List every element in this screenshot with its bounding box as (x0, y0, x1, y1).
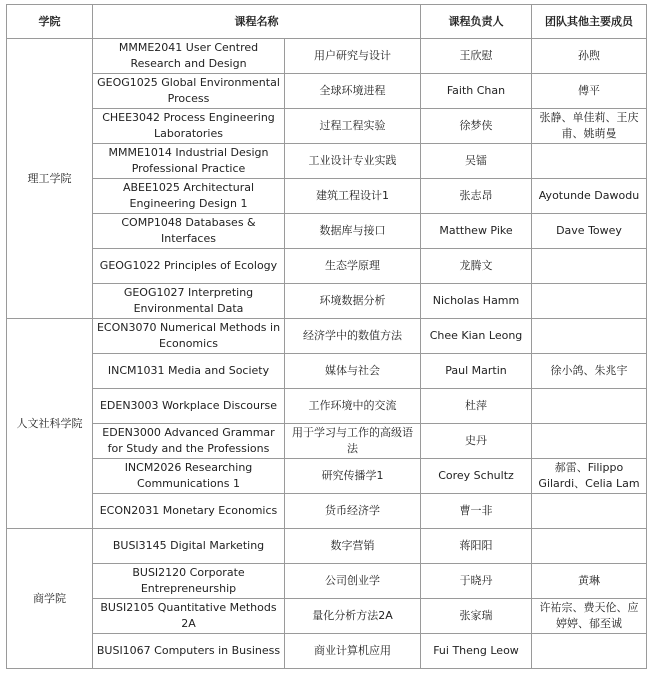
course-chinese-name-cell: 研究传播学1 (285, 459, 421, 494)
table-row (7, 39, 647, 74)
table-row (7, 354, 647, 389)
header-members: 团队其他主要成员 (532, 5, 647, 39)
course-chinese-name-cell: 环境数据分析 (285, 284, 421, 319)
course-leader-cell: 张家瑞 (421, 599, 532, 634)
course-leader-cell: 曹一非 (421, 494, 532, 529)
team-members-cell (532, 319, 647, 354)
team-members-cell: Ayotunde Dawodu (532, 179, 647, 214)
course-chinese-name-cell: 数据库与接口 (285, 214, 421, 249)
team-members-cell: 郝雷、Filippo Gilardi、Celia Lam (532, 459, 647, 494)
course-english-name-cell: BUSI1067 Computers in Business (93, 634, 285, 669)
course-leader-cell: 龙腾文 (421, 249, 532, 284)
team-members-cell: 傅平 (532, 74, 647, 109)
team-members-cell: 张静、单佳莉、王庆甫、姚萌曼 (532, 109, 647, 144)
table-row (7, 599, 647, 634)
course-english-name-cell: INCM2026 Researching Communications 1 (93, 459, 285, 494)
course-english-name-cell: MMME2041 User Centred Research and Design (93, 39, 285, 74)
course-english-name-cell: GEOG1022 Principles of Ecology (93, 249, 285, 284)
team-members-cell: 许祐宗、费天伦、应婷婷、郁至诚 (532, 599, 647, 634)
table-row (7, 109, 647, 144)
course-leader-cell: 于晓丹 (421, 564, 532, 599)
course-english-name-cell: ABEE1025 Architectural Engineering Design 1 (93, 179, 285, 214)
course-table (6, 4, 647, 669)
course-chinese-name-cell: 数字营销 (285, 529, 421, 564)
team-members-cell: 徐小鸽、朱兆宇 (532, 354, 647, 389)
table-row (7, 284, 647, 319)
table-row (7, 529, 647, 564)
table-row (7, 564, 647, 599)
course-leader-cell: 王欣慰 (421, 39, 532, 74)
header-course-name: 课程名称 (93, 5, 421, 39)
course-english-name-cell: MMME1014 Industrial Design Professional Practice (93, 144, 285, 179)
course-english-name-cell: GEOG1025 Global Environmental Process (93, 74, 285, 109)
table-row (7, 634, 647, 669)
team-members-cell: 孙煦 (532, 39, 647, 74)
course-english-name-cell: GEOG1027 Interpreting Environmental Data (93, 284, 285, 319)
course-leader-cell: 吴镭 (421, 144, 532, 179)
course-chinese-name-cell: 工业设计专业实践 (285, 144, 421, 179)
team-members-cell (532, 389, 647, 424)
course-chinese-name-cell: 商业计算机应用 (285, 634, 421, 669)
table-row (7, 214, 647, 249)
course-chinese-name-cell: 建筑工程设计1 (285, 179, 421, 214)
table-row (7, 74, 647, 109)
team-members-cell (532, 249, 647, 284)
course-chinese-name-cell: 全球环境进程 (285, 74, 421, 109)
course-english-name-cell: BUSI2120 Corporate Entrepreneurship (93, 564, 285, 599)
college-cell: 商学院 (7, 529, 93, 669)
team-members-cell (532, 494, 647, 529)
header-leader: 课程负责人 (421, 5, 532, 39)
course-chinese-name-cell: 用户研究与设计 (285, 39, 421, 74)
course-leader-cell: 史丹 (421, 424, 532, 459)
course-leader-cell: 徐梦侠 (421, 109, 532, 144)
course-chinese-name-cell: 量化分析方法2A (285, 599, 421, 634)
course-chinese-name-cell: 公司创业学 (285, 564, 421, 599)
table-row (7, 319, 647, 354)
course-leader-cell: Matthew Pike (421, 214, 532, 249)
course-chinese-name-cell: 货币经济学 (285, 494, 421, 529)
course-english-name-cell: BUSI2105 Quantitative Methods 2A (93, 599, 285, 634)
course-leader-cell: Corey Schultz (421, 459, 532, 494)
course-chinese-name-cell: 过程工程实验 (285, 109, 421, 144)
course-english-name-cell: CHEE3042 Process Engineering Laboratories (93, 109, 285, 144)
course-english-name-cell: COMP1048 Databases & Interfaces (93, 214, 285, 249)
course-english-name-cell: EDEN3000 Advanced Grammar for Study and the Professions (93, 424, 285, 459)
course-english-name-cell: INCM1031 Media and Society (93, 354, 285, 389)
team-members-cell (532, 424, 647, 459)
team-members-cell (532, 284, 647, 319)
course-leader-cell: Fui Theng Leow (421, 634, 532, 669)
course-leader-cell: 蒋阳阳 (421, 529, 532, 564)
course-english-name-cell: ECON2031 Monetary Economics (93, 494, 285, 529)
course-chinese-name-cell: 生态学原理 (285, 249, 421, 284)
college-cell: 人文社科学院 (7, 319, 93, 529)
table-row (7, 179, 647, 214)
table-body (7, 39, 647, 669)
course-english-name-cell: EDEN3003 Workplace Discourse (93, 389, 285, 424)
course-leader-cell: 杜萍 (421, 389, 532, 424)
table-row (7, 144, 647, 179)
team-members-cell (532, 144, 647, 179)
course-chinese-name-cell: 媒体与社会 (285, 354, 421, 389)
college-cell: 理工学院 (7, 39, 93, 319)
team-members-cell (532, 529, 647, 564)
header-college: 学院 (7, 5, 93, 39)
team-members-cell: 黄琳 (532, 564, 647, 599)
course-leader-cell: 张志昂 (421, 179, 532, 214)
course-english-name-cell: ECON3070 Numerical Methods in Economics (93, 319, 285, 354)
course-chinese-name-cell: 经济学中的数值方法 (285, 319, 421, 354)
course-leader-cell: Nicholas Hamm (421, 284, 532, 319)
header-row (7, 5, 647, 39)
course-chinese-name-cell: 工作环境中的交流 (285, 389, 421, 424)
course-english-name-cell: BUSI3145 Digital Marketing (93, 529, 285, 564)
table-row (7, 459, 647, 494)
table-row (7, 424, 647, 459)
course-chinese-name-cell: 用于学习与工作的高级语法 (285, 424, 421, 459)
course-leader-cell: Faith Chan (421, 74, 532, 109)
team-members-cell (532, 634, 647, 669)
team-members-cell: Dave Towey (532, 214, 647, 249)
table-row (7, 494, 647, 529)
table-row (7, 249, 647, 284)
table-row (7, 389, 647, 424)
course-leader-cell: Chee Kian Leong (421, 319, 532, 354)
course-leader-cell: Paul Martin (421, 354, 532, 389)
